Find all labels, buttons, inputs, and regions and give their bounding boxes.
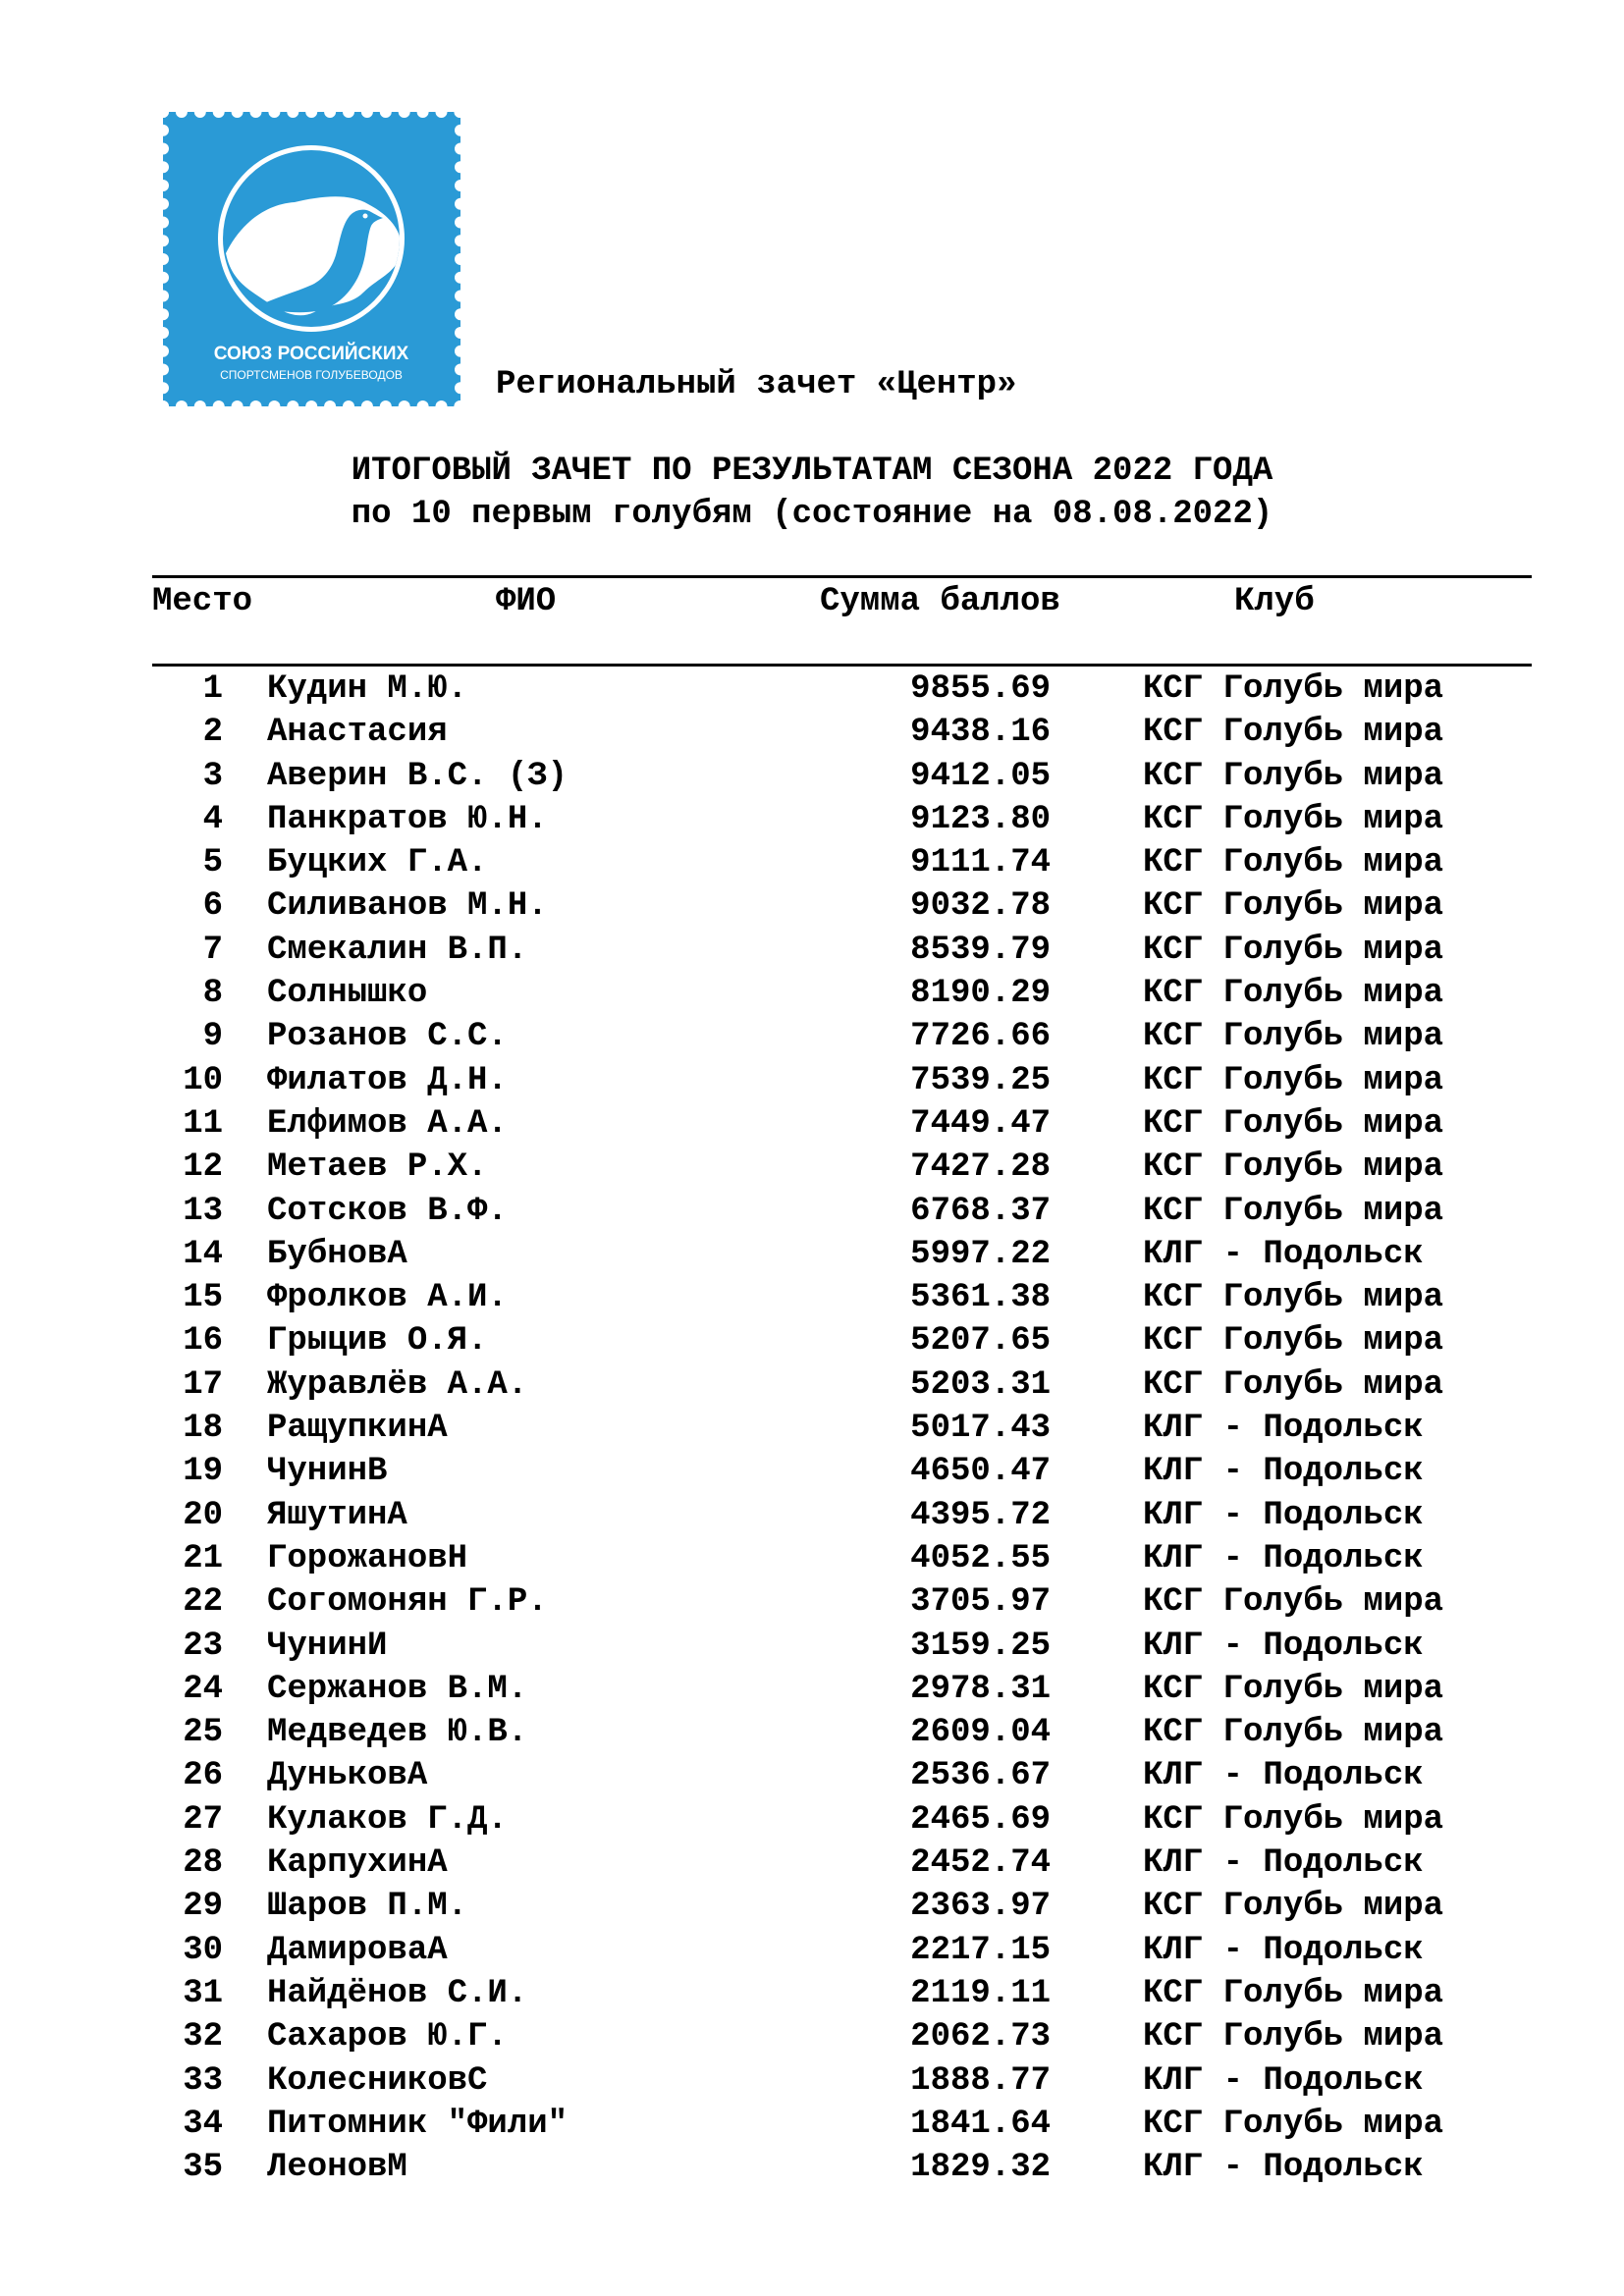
row-name: Шаров П.М. <box>267 1888 468 1926</box>
row-club: КЛГ - Подольск <box>1143 1496 1424 1534</box>
table-row <box>0 1450 1624 1493</box>
row-name: РащупкинА <box>267 1410 448 1448</box>
row-name: Метаев Р.Х. <box>267 1148 488 1187</box>
table-row <box>0 667 1624 711</box>
row-club: КЛГ - Подольск <box>1143 1539 1424 1577</box>
row-name: Фролков А.И. <box>267 1279 508 1317</box>
row-place: 5 <box>202 844 223 882</box>
row-place: 15 <box>183 1279 223 1317</box>
row-score: 5207.65 <box>910 1322 1051 1361</box>
table-row <box>0 1711 1624 1754</box>
table-row <box>0 2103 1624 2146</box>
row-score: 5997.22 <box>910 1235 1051 1273</box>
table-row <box>0 798 1624 841</box>
row-name: Питомник "Фили" <box>267 2105 568 2143</box>
row-score: 8539.79 <box>910 931 1051 969</box>
row-name: ЧунинИ <box>267 1627 388 1665</box>
table-row <box>0 841 1624 884</box>
row-place: 3 <box>202 757 223 795</box>
row-place: 13 <box>183 1192 223 1230</box>
subtitle: Региональный зачет «Центр» <box>496 366 1017 403</box>
row-club: КЛГ - Подольск <box>1143 1844 1424 1883</box>
row-place: 14 <box>183 1235 223 1273</box>
row-place: 1 <box>202 670 223 708</box>
table-row <box>0 929 1624 972</box>
row-place: 23 <box>183 1627 223 1665</box>
row-name: Кулаков Г.Д. <box>267 1800 508 1839</box>
row-name: Журавлёв А.А. <box>267 1365 528 1404</box>
row-place: 32 <box>183 2018 223 2056</box>
union-logo <box>157 106 466 412</box>
row-club: КСГ Голубь мира <box>1143 931 1444 969</box>
row-place: 9 <box>202 1018 223 1056</box>
table-row <box>0 1842 1624 1885</box>
row-score: 2609.04 <box>910 1714 1051 1752</box>
row-score: 4395.72 <box>910 1496 1051 1534</box>
row-club: КСГ Голубь мира <box>1143 1365 1444 1404</box>
row-club: КСГ Голубь мира <box>1143 2018 1444 2056</box>
row-place: 11 <box>183 1104 223 1143</box>
row-name: Найдёнов С.И. <box>267 1974 528 2012</box>
row-club: КСГ Голубь мира <box>1143 1974 1444 2012</box>
logo-line2: СПОРТСМЕНОВ ГОЛУБЕВОДОВ <box>220 368 403 382</box>
row-name: Филатов Д.Н. <box>267 1061 508 1099</box>
table-row <box>0 1276 1624 1319</box>
row-name: Сахаров Ю.Г. <box>267 2018 508 2056</box>
table-row <box>0 2146 1624 2189</box>
row-score: 2119.11 <box>910 1974 1051 2012</box>
row-score: 9855.69 <box>910 670 1051 708</box>
logo-line1: СОЮЗ РОССИЙСКИХ <box>213 344 409 364</box>
row-club: КЛГ - Подольск <box>1143 2061 1424 2100</box>
row-score: 4650.47 <box>910 1453 1051 1491</box>
table-row <box>0 1580 1624 1624</box>
row-score: 7449.47 <box>910 1104 1051 1143</box>
table-row <box>0 755 1624 798</box>
row-score: 8190.29 <box>910 975 1051 1013</box>
row-club: КСГ Голубь мира <box>1143 757 1444 795</box>
row-club: КЛГ - Подольск <box>1143 1931 1424 1969</box>
table-row <box>0 972 1624 1015</box>
row-name: Кудин М.Ю. <box>267 670 468 708</box>
row-score: 2363.97 <box>910 1888 1051 1926</box>
row-place: 34 <box>183 2105 223 2143</box>
row-score: 5361.38 <box>910 1279 1051 1317</box>
row-club: КСГ Голубь мира <box>1143 975 1444 1013</box>
row-name: Анастасия <box>267 714 448 752</box>
table-row <box>0 2059 1624 2103</box>
table-row <box>0 1102 1624 1146</box>
row-name: Сержанов В.М. <box>267 1670 528 1708</box>
row-name: Смекалин В.П. <box>267 931 528 969</box>
table-row <box>0 1363 1624 1407</box>
row-place: 33 <box>183 2061 223 2100</box>
row-club: КСГ Голубь мира <box>1143 1018 1444 1056</box>
row-club: КСГ Голубь мира <box>1143 844 1444 882</box>
row-place: 28 <box>183 1844 223 1883</box>
row-club: КЛГ - Подольск <box>1143 2149 1424 2187</box>
column-header-club: Клуб <box>1234 583 1315 620</box>
row-club: КЛГ - Подольск <box>1143 1235 1424 1273</box>
row-score: 5203.31 <box>910 1365 1051 1404</box>
row-club: КСГ Голубь мира <box>1143 1888 1444 1926</box>
table-row <box>0 1537 1624 1580</box>
row-club: КСГ Голубь мира <box>1143 2105 1444 2143</box>
row-place: 29 <box>183 1888 223 1926</box>
row-club: КЛГ - Подольск <box>1143 1757 1424 1795</box>
row-club: КСГ Голубь мира <box>1143 1104 1444 1143</box>
row-club: КЛГ - Подольск <box>1143 1627 1424 1665</box>
row-score: 2062.73 <box>910 2018 1051 2056</box>
row-score: 9032.78 <box>910 887 1051 926</box>
table-row <box>0 1233 1624 1276</box>
row-name: ДуньковА <box>267 1757 428 1795</box>
row-score: 6768.37 <box>910 1192 1051 1230</box>
row-name: ЛеоновМ <box>267 2149 407 2187</box>
row-name: Аверин В.С. (З) <box>267 757 568 795</box>
row-name: Буцких Г.А. <box>267 844 488 882</box>
table-row <box>0 1798 1624 1842</box>
row-place: 6 <box>202 887 223 926</box>
row-place: 16 <box>183 1322 223 1361</box>
table-row <box>0 1407 1624 1450</box>
row-name: Панкратов Ю.Н. <box>267 800 548 838</box>
row-club: КСГ Голубь мира <box>1143 800 1444 838</box>
table-row <box>0 1319 1624 1362</box>
row-score: 9123.80 <box>910 800 1051 838</box>
column-header-place: Место <box>152 583 253 620</box>
table-row <box>0 1972 1624 2015</box>
row-place: 20 <box>183 1496 223 1534</box>
results-table <box>0 667 1624 2189</box>
row-score: 9412.05 <box>910 757 1051 795</box>
row-place: 21 <box>183 1539 223 1577</box>
row-score: 5017.43 <box>910 1410 1051 1448</box>
table-row <box>0 711 1624 754</box>
row-club: КЛГ - Подольск <box>1143 1453 1424 1491</box>
row-score: 2978.31 <box>910 1670 1051 1708</box>
table-row <box>0 1059 1624 1102</box>
row-place: 25 <box>183 1714 223 1752</box>
table-row <box>0 1494 1624 1537</box>
row-score: 2536.67 <box>910 1757 1051 1795</box>
row-place: 27 <box>183 1800 223 1839</box>
row-score: 2465.69 <box>910 1800 1051 1839</box>
row-name: КолесниковС <box>267 2061 488 2100</box>
row-place: 18 <box>183 1410 223 1448</box>
table-row <box>0 1754 1624 1797</box>
row-club: КСГ Голубь мира <box>1143 1322 1444 1361</box>
row-name: Розанов С.С. <box>267 1018 508 1056</box>
row-club: КСГ Голубь мира <box>1143 887 1444 926</box>
row-club: КСГ Голубь мира <box>1143 670 1444 708</box>
row-place: 30 <box>183 1931 223 1969</box>
row-club: КСГ Голубь мира <box>1143 1061 1444 1099</box>
row-name: БубновА <box>267 1235 407 1273</box>
header-rule <box>152 664 1532 667</box>
top-rule <box>152 575 1532 578</box>
row-name: ЯшутинА <box>267 1496 407 1534</box>
table-row <box>0 1929 1624 1972</box>
row-score: 7539.25 <box>910 1061 1051 1099</box>
row-place: 24 <box>183 1670 223 1708</box>
row-score: 2452.74 <box>910 1844 1051 1883</box>
row-name: Силиванов М.Н. <box>267 887 548 926</box>
row-name: ЧунинВ <box>267 1453 388 1491</box>
row-club: КСГ Голубь мира <box>1143 1800 1444 1839</box>
row-score: 9438.16 <box>910 714 1051 752</box>
column-header-name: ФИО <box>496 583 557 620</box>
row-name: Елфимов А.А. <box>267 1104 508 1143</box>
table-row <box>0 1015 1624 1058</box>
row-club: КЛГ - Подольск <box>1143 1410 1424 1448</box>
row-score: 9111.74 <box>910 844 1051 882</box>
page-subtitle: по 10 первым голубям (состояние на 08.08.2022) <box>351 496 1273 533</box>
table-row <box>0 884 1624 928</box>
row-name: Сотсков В.Ф. <box>267 1192 508 1230</box>
row-place: 22 <box>183 1583 223 1622</box>
row-name: Медведев Ю.В. <box>267 1714 528 1752</box>
row-score: 7427.28 <box>910 1148 1051 1187</box>
row-score: 1888.77 <box>910 2061 1051 2100</box>
row-place: 17 <box>183 1365 223 1404</box>
row-place: 12 <box>183 1148 223 1187</box>
table-row <box>0 1146 1624 1189</box>
row-name: ДамироваА <box>267 1931 448 1969</box>
row-place: 2 <box>202 714 223 752</box>
table-row <box>0 2015 1624 2058</box>
table-row <box>0 1625 1624 1668</box>
row-place: 26 <box>183 1757 223 1795</box>
table-row <box>0 1885 1624 1928</box>
page-title: ИТОГОВЫЙ ЗАЧЕТ ПО РЕЗУЛЬТАТАМ СЕЗОНА 2022 ГОДА <box>351 453 1273 490</box>
row-name: Солнышко <box>267 975 428 1013</box>
table-row <box>0 1190 1624 1233</box>
row-club: КСГ Голубь мира <box>1143 714 1444 752</box>
row-club: КСГ Голубь мира <box>1143 1583 1444 1622</box>
column-header-score: Сумма баллов <box>820 583 1060 620</box>
row-place: 8 <box>202 975 223 1013</box>
row-place: 10 <box>183 1061 223 1099</box>
row-club: КСГ Голубь мира <box>1143 1279 1444 1317</box>
row-place: 4 <box>202 800 223 838</box>
row-club: КСГ Голубь мира <box>1143 1670 1444 1708</box>
row-name: КарпухинА <box>267 1844 448 1883</box>
row-score: 4052.55 <box>910 1539 1051 1577</box>
row-place: 19 <box>183 1453 223 1491</box>
row-score: 7726.66 <box>910 1018 1051 1056</box>
row-name: Согомонян Г.Р. <box>267 1583 548 1622</box>
table-row <box>0 1668 1624 1711</box>
row-score: 3159.25 <box>910 1627 1051 1665</box>
row-place: 31 <box>183 1974 223 2012</box>
row-club: КСГ Голубь мира <box>1143 1148 1444 1187</box>
row-score: 3705.97 <box>910 1583 1051 1622</box>
row-score: 2217.15 <box>910 1931 1051 1969</box>
row-name: Грыцив О.Я. <box>267 1322 488 1361</box>
row-place: 7 <box>202 931 223 969</box>
row-place: 35 <box>183 2149 223 2187</box>
row-name: ГорожановН <box>267 1539 468 1577</box>
row-club: КСГ Голубь мира <box>1143 1714 1444 1752</box>
row-score: 1841.64 <box>910 2105 1051 2143</box>
row-score: 1829.32 <box>910 2149 1051 2187</box>
row-club: КСГ Голубь мира <box>1143 1192 1444 1230</box>
